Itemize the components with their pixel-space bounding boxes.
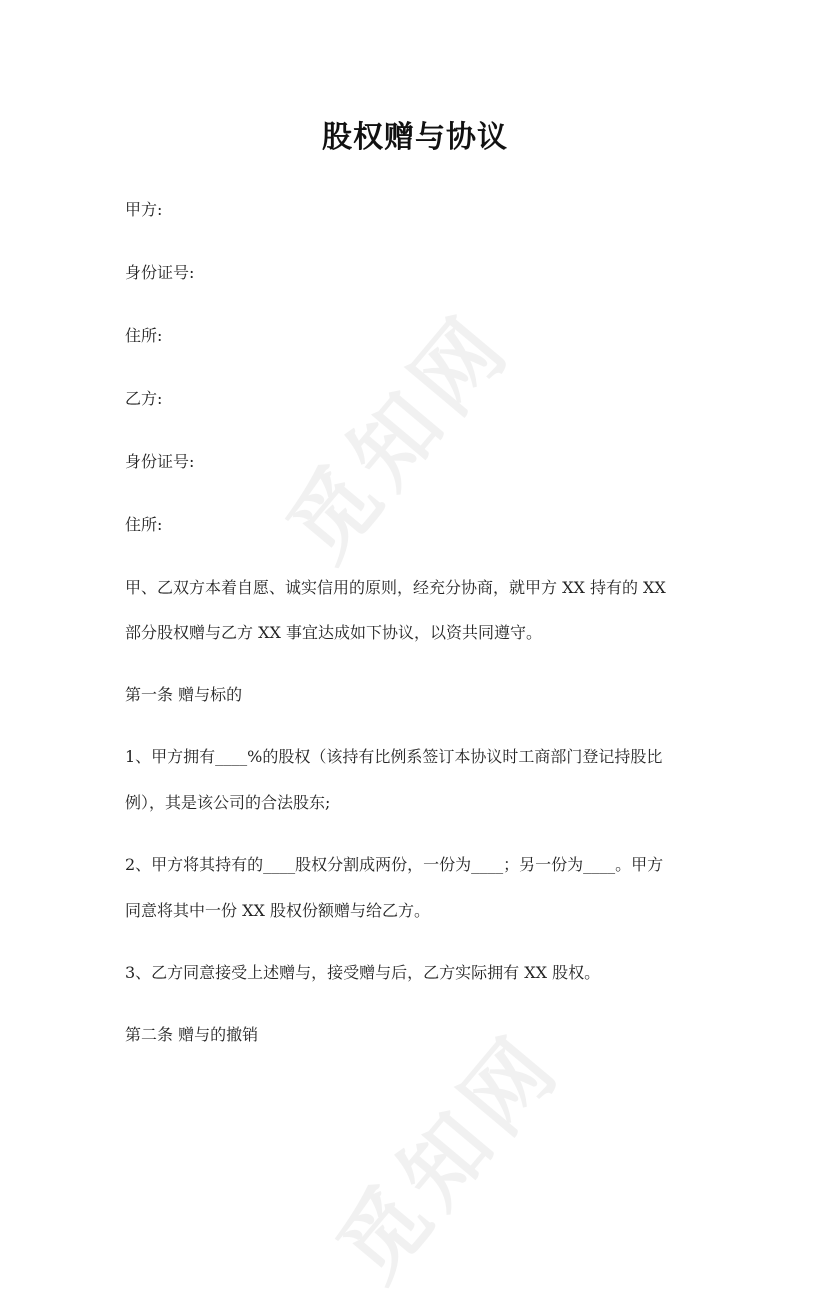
watermark: 觅知网 [269, 294, 531, 580]
party-a-address-label: 住所: [125, 326, 163, 345]
party-b-id-label: 身份证号: [125, 452, 195, 471]
article-heading: 第二条 赠与的撤销 [125, 1025, 259, 1044]
party-a-id-label: 身份证号: [125, 263, 195, 282]
clause-line: 2、甲方将其持有的____股权分割成两份，一份为____；另一份为____。甲方 [125, 855, 664, 874]
document-title: 股权赠与协议 [322, 120, 508, 155]
article-heading: 第一条 赠与标的 [125, 685, 243, 704]
party-b-label: 乙方: [125, 389, 163, 408]
clause-line: 例），其是该公司的合法股东; [125, 793, 331, 812]
party-b-address-label: 住所: [125, 515, 163, 534]
preamble-line: 甲、乙双方本着自愿、诚实信用的原则，经充分协商，就甲方 XX 持有的 XX [125, 578, 666, 597]
clause-line: 同意将其中一份 XX 股权份额赠与给乙方。 [125, 901, 430, 920]
clause-line: 1、甲方拥有____%的股权（该持有比例系签订本协议时工商部门登记持股比 [125, 747, 663, 766]
preamble-line: 部分股权赠与乙方 XX 事宜达成如下协议，以资共同遵守。 [125, 623, 542, 642]
clause-line: 3、乙方同意接受上述赠与，接受赠与后，乙方实际拥有 XX 股权。 [125, 963, 601, 982]
party-a-label: 甲方: [125, 200, 163, 219]
watermark: 觅知网 [319, 1014, 581, 1300]
